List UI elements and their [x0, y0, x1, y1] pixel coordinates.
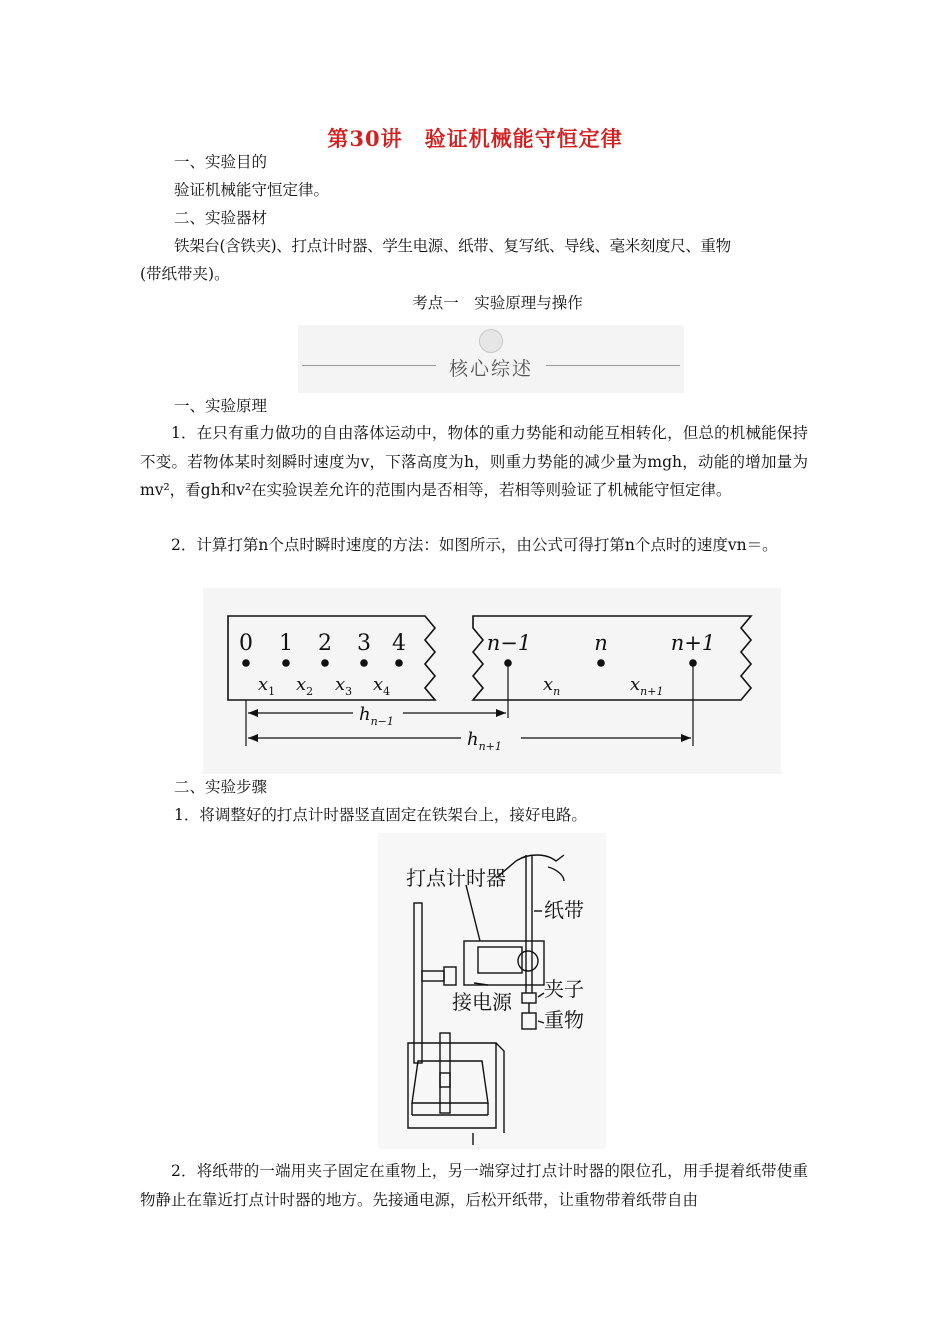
- tape-num-1: 1: [279, 631, 293, 656]
- h-next-label: $h_{n+1}$: [467, 729, 502, 753]
- purpose-heading: 一、实验目的: [174, 153, 268, 171]
- principle-paragraph-2: [140, 531, 808, 560]
- tape-dot-3: [360, 659, 368, 667]
- h-prev-label: $h_{n-1}$: [359, 704, 394, 728]
- step-2-paragraph: [140, 1157, 808, 1214]
- hand-outline: [516, 855, 564, 881]
- core-summary-banner: [298, 325, 684, 393]
- tape-dot-n: [597, 659, 605, 667]
- stand-rod: [414, 903, 422, 1063]
- equipment-heading: 二、实验器材: [174, 209, 268, 227]
- tape-num-2: 2: [318, 631, 332, 656]
- tape-dot-0: [242, 659, 250, 667]
- principle-1-text: 1．在只有重力做功的自由落体运动中，物体的重力势能和动能互相转化，但总的机械能保持不变。若物体某时刻瞬时速度为v，下落高度为h，则重力势能的减少量为mgh，动能的增加量为mv²，看gh和v²在实验误差允许的范围内是否相等，若相等则验证了机械能守恒定律。: [140, 424, 808, 499]
- step-1-text: 1．将调整好的打点计时器竖直固定在铁架台上，接好电路。: [174, 806, 587, 824]
- tape-num-3: 3: [357, 631, 371, 656]
- weight: [522, 1013, 536, 1029]
- x1-label: $x_1$: [258, 674, 276, 698]
- page-title: 第30讲 验证机械能守恒定律: [327, 126, 623, 151]
- tape-dot-1: [282, 659, 290, 667]
- tape-dot-4: [395, 659, 403, 667]
- tape-num-4: 4: [392, 631, 406, 656]
- label-clip: 夹子: [544, 977, 584, 1001]
- tape-dot-2: [321, 659, 329, 667]
- tape-label-n-plus-1: n+1: [670, 631, 716, 655]
- tape-b-outline: [473, 616, 751, 700]
- x3-label: $x_3$: [335, 674, 353, 698]
- rod-foot: [440, 1073, 450, 1087]
- leaf-icon: [479, 329, 503, 353]
- principle-paragraph-1: [140, 419, 808, 505]
- paper-tape-svg: [203, 588, 781, 774]
- label-tape: 纸带: [544, 898, 584, 922]
- tape-dot-n-minus-1: [504, 659, 512, 667]
- principle-heading: 一、实验原理: [174, 397, 268, 415]
- apparatus-figure: [378, 833, 606, 1149]
- kaodian-heading: 考点一 实验原理与操作: [412, 294, 583, 312]
- label-timer: 打点计时器: [406, 866, 506, 890]
- clamp-arm: [422, 971, 444, 981]
- banner-label: 核心综述: [448, 358, 533, 380]
- xn1-label: $x_{n+1}$: [630, 674, 664, 698]
- apparatus-svg: [378, 833, 606, 1149]
- equipment-text-line2: (带纸带夹)。: [140, 265, 230, 283]
- purpose-text: 验证机械能守恒定律。: [174, 181, 330, 199]
- x2-label: $x_2$: [296, 674, 314, 698]
- tape-dot-n-plus-1: [689, 659, 697, 667]
- label-power: 接电源: [452, 990, 512, 1014]
- clip: [522, 993, 536, 1003]
- timer-inner: [478, 947, 522, 973]
- principle-2-text: 2．计算打第n个点时瞬时速度的方法：如图所示，由公式可得打第n个点时的速度vn＝。: [171, 536, 778, 554]
- xn-label: $x_n$: [543, 674, 561, 698]
- x4-label: $x_4$: [373, 674, 391, 698]
- tape-label-n: n: [594, 631, 608, 655]
- label-weight: 重物: [544, 1008, 584, 1032]
- tape-label-n-minus-1: n−1: [486, 631, 532, 655]
- step-2-text: 2．将纸带的一端用夹子固定在重物上，另一端穿过打点计时器的限位孔，用手提着纸带使重物静止在靠近打点计时器的地方。先接通电源，后松开纸带，让重物带着纸带自由: [140, 1162, 808, 1209]
- equipment-text-line1: 铁架台(含铁夹)、打点计时器、学生电源、纸带、复写纸、导线、毫米刻度尺、重物: [174, 237, 731, 255]
- tape-num-0: 0: [239, 631, 253, 656]
- steps-heading: 二、实验步骤: [174, 778, 268, 796]
- paper-tape-figure: [203, 588, 781, 774]
